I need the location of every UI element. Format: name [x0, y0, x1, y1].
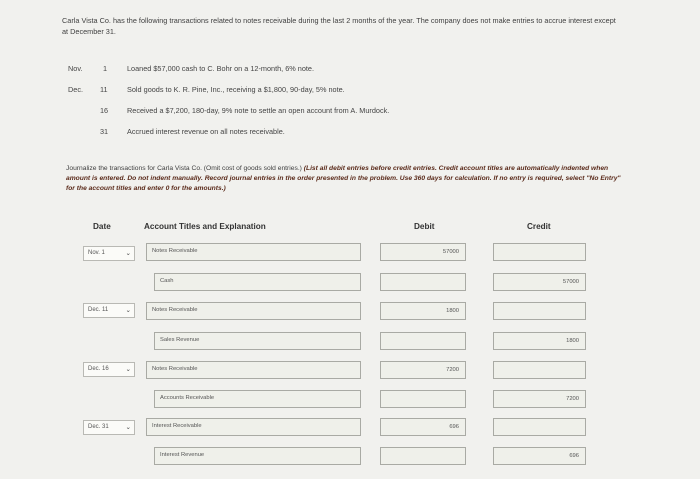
- debit-column-header: Debit: [414, 222, 435, 231]
- date-select-value: Dec. 16: [88, 366, 109, 372]
- debit-amount-input[interactable]: 696: [380, 418, 466, 436]
- transaction-day: 1: [103, 64, 108, 73]
- account-title-input[interactable]: Accounts Receivable: [154, 390, 361, 408]
- credit-amount-input[interactable]: 57000: [493, 273, 586, 291]
- date-select-value: Dec. 31: [88, 424, 109, 430]
- account-column-header: Account Titles and Explanation: [144, 222, 266, 231]
- account-title-input[interactable]: Interest Revenue: [154, 447, 361, 465]
- instructions: [66, 164, 626, 194]
- credit-amount-input[interactable]: 1800: [493, 332, 586, 350]
- instructions-emphasis: (List all debit entries before credit entries. Credit account titles are automatically indented when amount is entered. Do not indent manually. Record journal entries in the order presented in the problem. Use 360 days for calculation. If no entry is required, select "No Entry" for the account titles and enter 0 for the amounts.): [66, 165, 621, 192]
- account-title-input[interactable]: Notes Receivable: [146, 361, 361, 379]
- problem-intro: Carla Vista Co. has the following transactions related to notes receivable during the last 2 months of the year. The company does not make entries to accrue interest except at December 31.: [62, 16, 616, 36]
- date-select-value: Nov. 1: [88, 250, 105, 256]
- credit-amount-input[interactable]: [493, 302, 586, 320]
- transaction-month: Dec.: [68, 85, 84, 94]
- debit-amount-input[interactable]: [380, 390, 466, 408]
- account-title-input[interactable]: Notes Receivable: [146, 302, 361, 320]
- account-title-input[interactable]: Notes Receivable: [146, 243, 361, 261]
- date-select[interactable]: [83, 303, 135, 318]
- debit-amount-input[interactable]: [380, 273, 466, 291]
- transaction-day: 11: [100, 85, 108, 94]
- debit-amount-input[interactable]: 7200: [380, 361, 466, 379]
- debit-amount-input[interactable]: 57000: [380, 243, 466, 261]
- transaction-text: Sold goods to K. R. Pine, Inc., receiving a $1,800, 90-day, 5% note.: [127, 85, 345, 94]
- credit-amount-input[interactable]: 696: [493, 447, 586, 465]
- transaction-day: 31: [100, 127, 109, 136]
- debit-amount-input[interactable]: 1800: [380, 302, 466, 320]
- date-select[interactable]: [83, 420, 135, 435]
- credit-amount-input[interactable]: [493, 418, 586, 436]
- account-title-input[interactable]: Cash: [154, 273, 361, 291]
- credit-amount-input[interactable]: [493, 243, 586, 261]
- date-select-value: Dec. 11: [88, 307, 109, 313]
- credit-amount-input[interactable]: [493, 361, 586, 379]
- debit-amount-input[interactable]: [380, 332, 466, 350]
- transaction-day: 16: [100, 106, 109, 115]
- date-select[interactable]: [83, 246, 135, 261]
- instructions-lead: Journalize the transactions for Carla Vista Co. (Omit cost of goods sold entries.): [66, 165, 302, 172]
- transaction-text: Loaned $57,000 cash to C. Bohr on a 12-month, 6% note.: [127, 64, 315, 73]
- account-title-input[interactable]: Interest Receivable: [146, 418, 361, 436]
- account-title-input[interactable]: Sales Revenue: [154, 332, 361, 350]
- chevron-down-icon: ⌄: [125, 250, 131, 257]
- date-select[interactable]: [83, 362, 135, 377]
- credit-amount-input[interactable]: 7200: [493, 390, 586, 408]
- credit-column-header: Credit: [527, 222, 551, 231]
- chevron-down-icon: ⌄: [125, 424, 131, 431]
- date-column-header: Date: [93, 222, 111, 231]
- transaction-text: Received a $7,200, 180-day, 9% note to settle an open account from A. Murdock.: [127, 106, 390, 115]
- chevron-down-icon: ⌄: [125, 307, 131, 314]
- chevron-down-icon: ⌄: [125, 366, 131, 373]
- debit-amount-input[interactable]: [380, 447, 466, 465]
- transaction-text: Accrued interest revenue on all notes receivable.: [127, 127, 285, 136]
- transaction-month: Nov.: [68, 64, 83, 73]
